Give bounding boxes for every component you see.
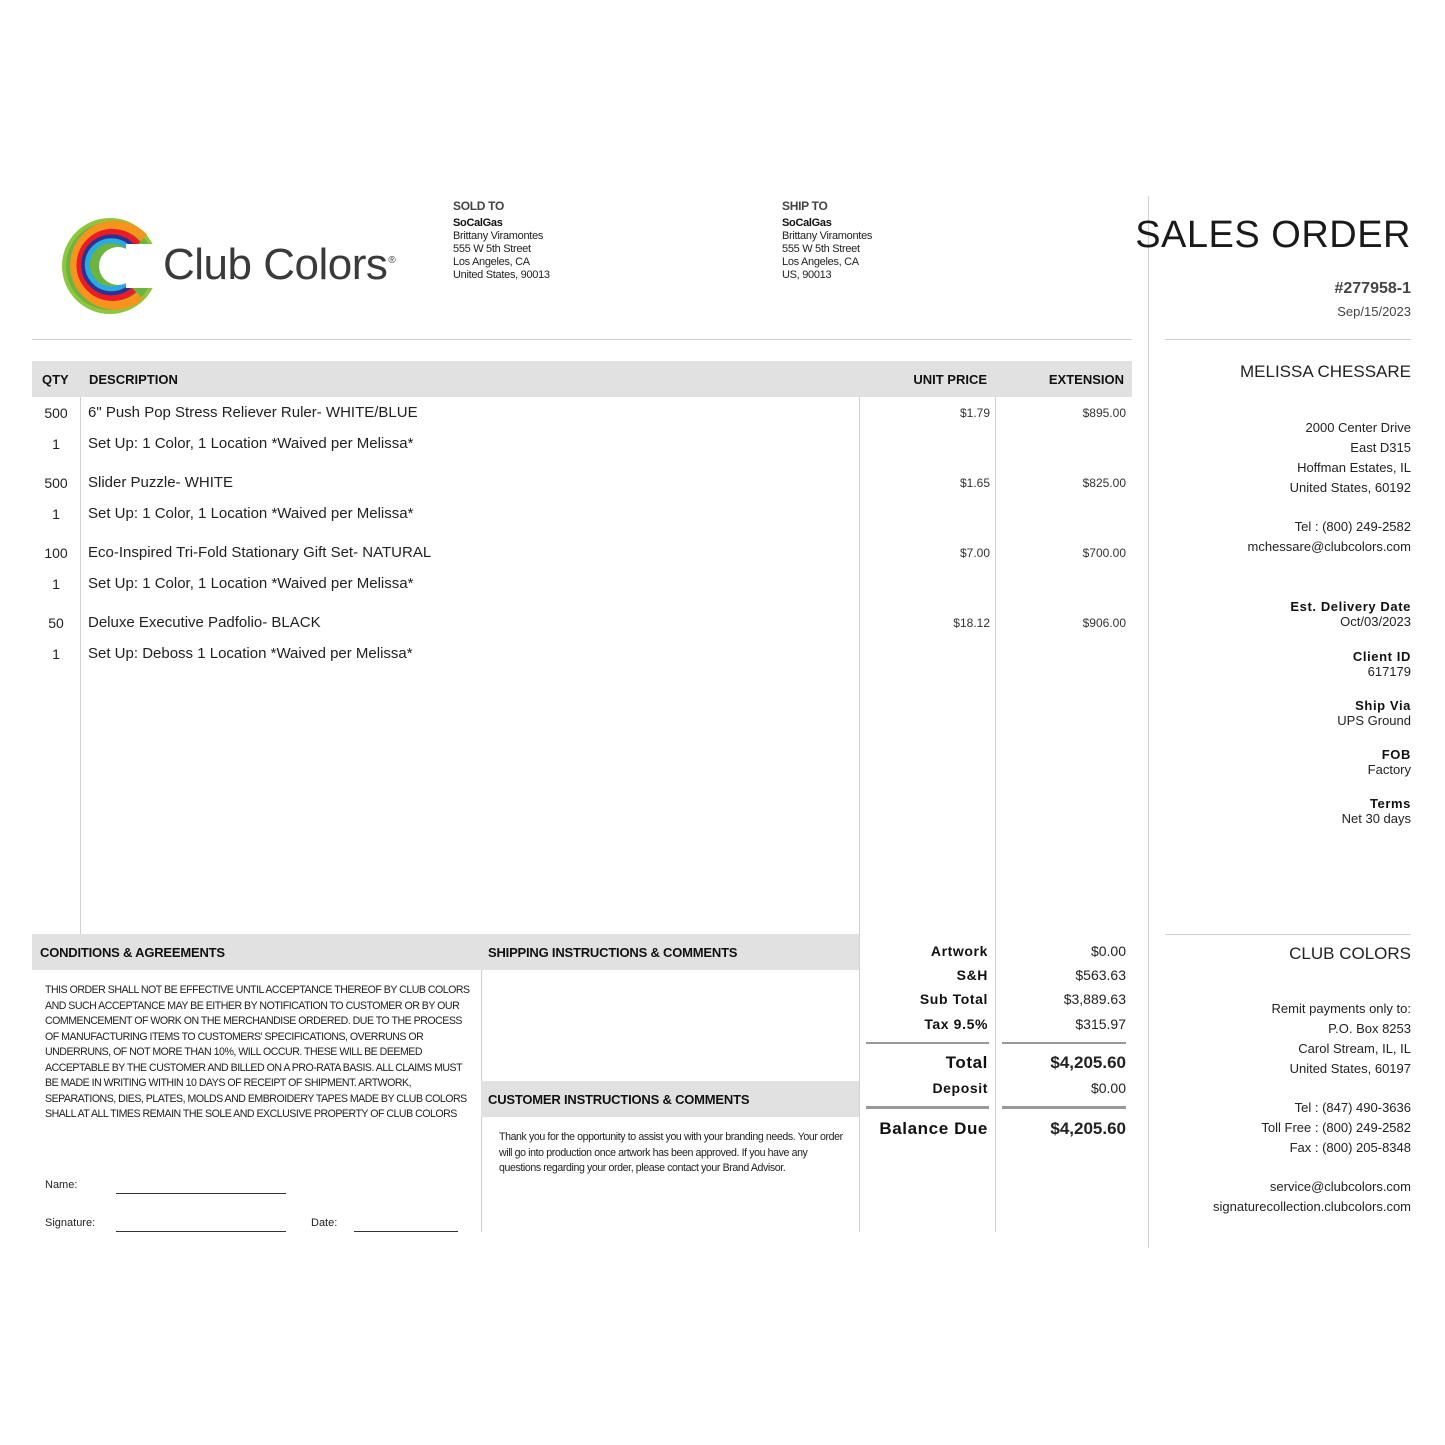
- signature-label: Signature:: [45, 1217, 96, 1229]
- customer-instructions-title: CUSTOMER INSTRUCTIONS & COMMENTS: [488, 1092, 750, 1107]
- totals-value: $0.00: [1090, 943, 1126, 959]
- row-qty: 500: [44, 405, 68, 421]
- club-colors-logo-icon: [58, 214, 163, 319]
- unit-price-header: UNIT PRICE: [913, 372, 987, 387]
- detail-label: Est. Delivery Date: [1290, 599, 1411, 614]
- totals-label: Tax 9.5%: [924, 1016, 988, 1032]
- company-tollfree: Toll Free : (800) 249-2582: [1261, 1120, 1411, 1135]
- remit-label: Remit payments only to:: [1271, 1001, 1411, 1016]
- qty-header: QTY: [42, 372, 69, 387]
- remit-address-line: P.O. Box 8253: [1328, 1021, 1411, 1036]
- rep-tel: Tel : (800) 249-2582: [1294, 519, 1411, 534]
- company-fax: Fax : (800) 205-8348: [1289, 1140, 1411, 1155]
- detail-client-id: [1353, 649, 1411, 679]
- row-extension: $700.00: [1082, 546, 1126, 560]
- row-unit-price: $7.00: [959, 546, 990, 560]
- detail-value: Factory: [1367, 762, 1411, 777]
- detail-value: Net 30 days: [1341, 811, 1411, 826]
- date-field-line[interactable]: [354, 1231, 458, 1232]
- detail-value: Oct/03/2023: [1340, 614, 1411, 629]
- sold-to-line: United States, 90013: [453, 269, 550, 281]
- sold-to-line: Brittany Viramontes: [453, 230, 544, 242]
- company-tel: Tel : (847) 490-3636: [1294, 1100, 1411, 1115]
- table-column-line: [80, 397, 81, 934]
- conditions-text: THIS ORDER SHALL NOT BE EFFECTIVE UNTIL ACCEPTANCE THEREOF BY CLUB COLORS AND SUCH ACCEPTANCE MAY BE EITHER BY NOTIFICATION TO CUSTOMER OR BY OUR COMMENCEMENT OF WORK ON THE MERCHANDISE ORDERED. DUE TO THE PROCESS OF MANUFACTURING ITEMS TO CUSTOMERS' SPECIFICATIONS, OVERRUNS OR UNDERRUNS, OF NOT MORE THAN 10%, WILL OCCUR. THESE WILL BE DEEMED ACCEPTABLE BY THE CUSTOMER AND BILLED ON A PRO-RATA BASIS. ALL CLAIMS MUST BE MADE IN WRITING WITHIN 10 DAYS OF RECEIPT OF SHIPMENT. ARTWORK, SEPARATIONS, DIES, PLATES, MOLDS AND EMBROIDERY TAPES MADE BY CLUB COLORS SHALL AT ALL TIMES REMAIN THE SOLE AND EXCLUSIVE PROPERTY OF CLUB COLORS: [45, 984, 470, 1120]
- company-remit-address: [1272, 999, 1411, 1079]
- rep-email[interactable]: mchessare@clubcolors.com: [1247, 539, 1411, 554]
- totals-value: $4,205.60: [1050, 1053, 1126, 1072]
- row-unit-price: $1.65: [959, 476, 990, 490]
- rep-address-line: United States, 60192: [1289, 480, 1411, 495]
- totals-value: $3,889.63: [1063, 991, 1126, 1007]
- rep-name: MELISSA CHESSARE: [1239, 362, 1411, 381]
- shipping-instructions-title: SHIPPING INSTRUCTIONS & COMMENTS: [488, 945, 738, 960]
- detail-terms: [1342, 796, 1411, 826]
- balance-rule: [866, 1106, 989, 1109]
- sold-to-block: [453, 200, 550, 282]
- row-qty: 1: [52, 646, 60, 662]
- row-description: Set Up: 1 Color, 1 Location *Waived per Melissa*: [88, 435, 414, 452]
- row-qty: 50: [48, 615, 64, 631]
- row-unit-price: $18.12: [953, 616, 990, 630]
- row-description: 6" Push Pop Stress Reliever Ruler- WHITE/BLUE: [88, 404, 418, 421]
- ship-to-line: Los Angeles, CA: [782, 256, 859, 268]
- sold-to-line: Los Angeles, CA: [453, 256, 530, 268]
- remit-address-line: Carol Stream, IL, IL: [1298, 1041, 1411, 1056]
- sold-to-company: SoCalGas: [453, 217, 503, 229]
- rep-address-line: East D315: [1350, 440, 1411, 455]
- totals-rule: [866, 1042, 989, 1044]
- table-column-line: [995, 397, 996, 1232]
- detail-ship-via: [1337, 698, 1411, 728]
- totals-value: $563.63: [1075, 967, 1126, 983]
- totals-value: $4,205.60: [1050, 1119, 1126, 1138]
- row-qty: 1: [52, 506, 60, 522]
- rep-address: [1290, 418, 1411, 498]
- detail-value: 617179: [1367, 664, 1411, 679]
- row-description: Eco-Inspired Tri-Fold Stationary Gift Set- NATURAL: [88, 544, 432, 561]
- header-divider: [32, 339, 1132, 340]
- rep-address-line: Hoffman Estates, IL: [1297, 460, 1411, 475]
- totals-label: Sub Total: [919, 991, 988, 1007]
- name-label: Name:: [45, 1179, 78, 1191]
- ship-to-heading: SHIP TO: [782, 199, 828, 213]
- detail-label: FOB: [1381, 747, 1411, 762]
- signature-field-line[interactable]: [116, 1231, 286, 1232]
- totals-label: Total: [945, 1053, 988, 1072]
- ship-to-line: US, 90013: [782, 269, 832, 281]
- row-extension: $825.00: [1082, 476, 1126, 490]
- totals-label: Balance Due: [879, 1119, 988, 1138]
- row-unit-price: $1.79: [959, 406, 990, 420]
- name-field-line[interactable]: [116, 1193, 286, 1194]
- totals-rule: [1002, 1042, 1126, 1044]
- totals-label: Deposit: [932, 1080, 988, 1096]
- totals-label: Artwork: [930, 943, 988, 959]
- row-description: Set Up: Deboss 1 Location *Waived per Melissa*: [88, 645, 413, 662]
- row-extension: $906.00: [1082, 616, 1126, 630]
- detail-label: Terms: [1369, 796, 1411, 811]
- totals-label: S&H: [956, 967, 988, 983]
- totals-value: $0.00: [1090, 1080, 1126, 1096]
- detail-label: Ship Via: [1355, 698, 1411, 713]
- ship-to-company: SoCalGas: [782, 217, 832, 229]
- right-divider: [1165, 339, 1411, 340]
- company-email-link[interactable]: service@clubcolors.com: [1269, 1179, 1411, 1194]
- row-description: Deluxe Executive Padfolio- BLACK: [88, 614, 321, 631]
- logo-wordmark: Club Colors®: [163, 240, 396, 289]
- ship-to-block: [782, 200, 872, 282]
- row-qty: 1: [52, 436, 60, 452]
- remit-address-line: United States, 60197: [1289, 1061, 1411, 1076]
- conditions-title: CONDITIONS & AGREEMENTS: [40, 945, 225, 960]
- right-column-divider: [1148, 196, 1149, 1248]
- extension-header: EXTENSION: [1048, 372, 1124, 387]
- date-label: Date:: [311, 1217, 338, 1229]
- sold-to-heading: SOLD TO: [453, 199, 505, 213]
- detail-est-delivery: [1290, 599, 1411, 629]
- detail-fob: [1368, 747, 1411, 777]
- ship-to-line: Brittany Viramontes: [782, 230, 873, 242]
- row-description: Set Up: 1 Color, 1 Location *Waived per Melissa*: [88, 575, 414, 592]
- table-column-line: [859, 397, 860, 1232]
- detail-value: UPS Ground: [1337, 713, 1411, 728]
- ship-to-line: 555 W 5th Street: [782, 243, 860, 255]
- rep-address-line: 2000 Center Drive: [1305, 420, 1411, 435]
- row-description: Set Up: 1 Color, 1 Location *Waived per Melissa*: [88, 505, 414, 522]
- description-header: DESCRIPTION: [89, 372, 178, 387]
- totals-value: $315.97: [1075, 1016, 1126, 1032]
- order-number: #277958-1: [1334, 280, 1411, 297]
- row-qty: 500: [44, 475, 68, 491]
- company-online: [1213, 1177, 1411, 1217]
- row-description: Slider Puzzle- WHITE: [88, 474, 234, 491]
- company-phones: [1261, 1098, 1411, 1158]
- row-extension: $895.00: [1082, 406, 1126, 420]
- company-name: CLUB COLORS: [1289, 944, 1411, 963]
- row-qty: 1: [52, 576, 60, 592]
- customer-instructions-text: Thank you for the opportunity to assist you with your branding needs. Your order will go into production once artwork has been approved. If you have any questions regarding your order, please contact your Brand Advisor.: [499, 1131, 843, 1174]
- sold-to-line: 555 W 5th Street: [453, 243, 531, 255]
- row-qty: 100: [44, 545, 68, 561]
- rep-contact: [1248, 517, 1411, 557]
- right-divider: [1165, 934, 1411, 935]
- balance-rule: [1002, 1106, 1126, 1109]
- document-title: SALES ORDER: [1135, 214, 1411, 256]
- order-date: Sep/15/2023: [1337, 304, 1411, 319]
- company-website-link[interactable]: signaturecollection.clubcolors.com: [1213, 1199, 1411, 1214]
- detail-label: Client ID: [1352, 649, 1411, 664]
